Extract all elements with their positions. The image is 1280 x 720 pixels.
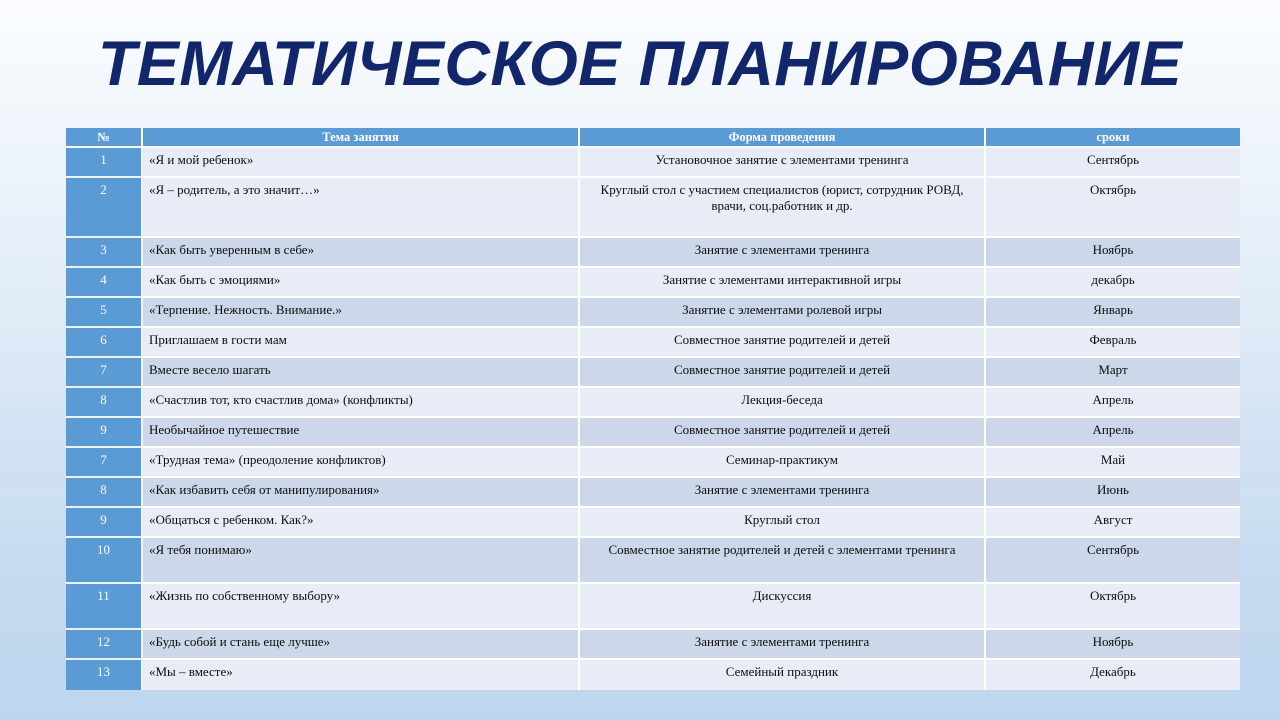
cell-form: Круглый стол	[580, 508, 986, 538]
cell-number: 7	[66, 448, 143, 478]
cell-theme: Вместе весело шагать	[143, 358, 580, 388]
cell-form: Занятие с элементами интерактивной игры	[580, 268, 986, 298]
cell-form: Занятие с элементами тренинга	[580, 630, 986, 660]
cell-term: Апрель	[986, 418, 1240, 448]
cell-form: Занятие с элементами ролевой игры	[580, 298, 986, 328]
cell-term: Февраль	[986, 328, 1240, 358]
table-row	[66, 268, 1240, 298]
cell-number: 10	[66, 538, 143, 584]
table-row	[66, 448, 1240, 478]
cell-term: Октябрь	[986, 584, 1240, 630]
cell-form: Круглый стол с участием специалистов (юрист, сотрудник РОВД, врачи, соц.работник и др.	[580, 178, 986, 238]
cell-number: 6	[66, 328, 143, 358]
table-header-row	[66, 128, 1240, 148]
cell-theme: «Жизнь по собственному выбору»	[143, 584, 580, 630]
cell-form: Занятие с элементами тренинга	[580, 238, 986, 268]
cell-term: Июнь	[986, 478, 1240, 508]
cell-term: Январь	[986, 298, 1240, 328]
cell-number: 8	[66, 478, 143, 508]
cell-number: 3	[66, 238, 143, 268]
column-header-term: сроки	[986, 128, 1240, 148]
cell-term: Апрель	[986, 388, 1240, 418]
cell-number: 7	[66, 358, 143, 388]
cell-theme: Необычайное путешествие	[143, 418, 580, 448]
table-row	[66, 298, 1240, 328]
table-row	[66, 538, 1240, 584]
cell-theme: «Трудная тема» (преодоление конфликтов)	[143, 448, 580, 478]
thematic-plan-table	[66, 128, 1240, 690]
table-row	[66, 238, 1240, 268]
cell-term: Май	[986, 448, 1240, 478]
table-body	[66, 148, 1240, 690]
cell-term: Ноябрь	[986, 630, 1240, 660]
cell-number: 8	[66, 388, 143, 418]
cell-theme: «Как быть уверенным в себе»	[143, 238, 580, 268]
cell-theme: «Терпение. Нежность. Внимание.»	[143, 298, 580, 328]
cell-number: 13	[66, 660, 143, 690]
cell-term: Август	[986, 508, 1240, 538]
table-row	[66, 584, 1240, 630]
page-title: ТЕМАТИЧЕСКОЕ ПЛАНИРОВАНИЕ	[97, 29, 1183, 99]
cell-theme: «Я – родитель, а это значит…»	[143, 178, 580, 238]
cell-number: 2	[66, 178, 143, 238]
cell-form: Занятие с элементами тренинга	[580, 478, 986, 508]
cell-term: декабрь	[986, 268, 1240, 298]
cell-number: 1	[66, 148, 143, 178]
cell-form: Совместное занятие родителей и детей	[580, 358, 986, 388]
cell-number: 9	[66, 418, 143, 448]
table-row	[66, 178, 1240, 238]
cell-theme: «Общаться с ребенком. Как?»	[143, 508, 580, 538]
cell-number: 9	[66, 508, 143, 538]
table-row	[66, 418, 1240, 448]
cell-theme: «Я и мой ребенок»	[143, 148, 580, 178]
cell-theme: «Мы – вместе»	[143, 660, 580, 690]
thematic-plan-table-container	[66, 128, 1240, 690]
table-row	[66, 148, 1240, 178]
cell-theme: Приглашаем в гости мам	[143, 328, 580, 358]
cell-theme: «Счастлив тот, кто счастлив дома» (конфликты)	[143, 388, 580, 418]
table-row	[66, 508, 1240, 538]
table-row	[66, 660, 1240, 690]
table-header	[66, 128, 1240, 148]
cell-theme: «Как избавить себя от манипулирования»	[143, 478, 580, 508]
cell-theme: «Как быть с эмоциями»	[143, 268, 580, 298]
table-row	[66, 630, 1240, 660]
table-row	[66, 478, 1240, 508]
cell-form: Лекция-беседа	[580, 388, 986, 418]
cell-form: Совместное занятие родителей и детей	[580, 328, 986, 358]
column-header-theme: Тема занятия	[143, 128, 580, 148]
cell-form: Семейный праздник	[580, 660, 986, 690]
cell-form: Установочное занятие с элементами тренинга	[580, 148, 986, 178]
cell-theme: «Я тебя понимаю»	[143, 538, 580, 584]
cell-term: Октябрь	[986, 178, 1240, 238]
cell-number: 12	[66, 630, 143, 660]
cell-form: Совместное занятие родителей и детей	[580, 418, 986, 448]
cell-form: Совместное занятие родителей и детей с элементами тренинга	[580, 538, 986, 584]
column-header-form: Форма проведения	[580, 128, 986, 148]
cell-term: Ноябрь	[986, 238, 1240, 268]
cell-term: Сентябрь	[986, 538, 1240, 584]
cell-form: Дискуссия	[580, 584, 986, 630]
cell-term: Декабрь	[986, 660, 1240, 690]
cell-number: 5	[66, 298, 143, 328]
table-row	[66, 358, 1240, 388]
cell-number: 11	[66, 584, 143, 630]
cell-number: 4	[66, 268, 143, 298]
cell-term: Март	[986, 358, 1240, 388]
table-row	[66, 328, 1240, 358]
cell-form: Семинар-практикум	[580, 448, 986, 478]
table-row	[66, 388, 1240, 418]
column-header-number: №	[66, 128, 143, 148]
cell-theme: «Будь собой и стань еще лучше»	[143, 630, 580, 660]
cell-term: Сентябрь	[986, 148, 1240, 178]
